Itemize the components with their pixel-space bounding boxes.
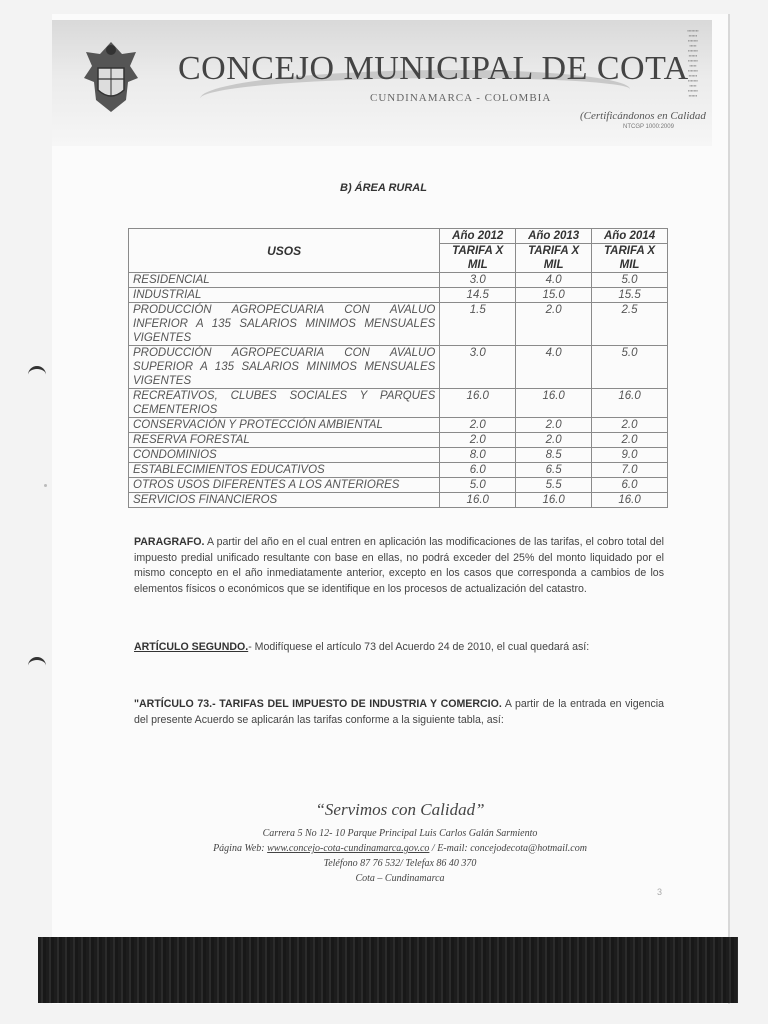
cell-uso: RESIDENCIAL <box>129 273 440 288</box>
certification-text: (Certificándonos en Calidad <box>580 110 706 122</box>
header-usos: USOS <box>129 229 440 273</box>
articulo-73-text: A partir de la entrada en vigencia del presente Acuerdo se aplicarán las tarifas conforme a la siguiente tabla, así: <box>134 698 664 726</box>
header-rate-2013: TARIFA X MIL <box>516 244 592 273</box>
cell-rate-2012: 14.5 <box>440 288 516 303</box>
cell-rate-2013: 2.0 <box>516 418 592 433</box>
cell-uso: INDUSTRIAL <box>129 288 440 303</box>
cell-rate-2014: 2.0 <box>592 433 668 448</box>
certification-code: NTCGP 1000:2009 <box>623 124 674 130</box>
cell-uso: PRODUCCIÓN AGROPECUARIA CON AVALUO INFERIOR A 135 SALARIOS MINIMOS MENSUALES VIGENTES <box>129 303 440 346</box>
cell-rate-2014: 5.0 <box>592 346 668 389</box>
table-row <box>129 273 668 288</box>
footer-email: / E-mail: concejodecota@hotmail.com <box>429 843 587 854</box>
cell-rate-2014: 2.0 <box>592 418 668 433</box>
section-title: B) ÁREA RURAL <box>340 182 427 194</box>
punch-hole <box>28 657 46 670</box>
cell-rate-2014: 16.0 <box>592 389 668 418</box>
cell-rate-2013: 2.0 <box>516 303 592 346</box>
table-row <box>129 493 668 508</box>
certification-seal: ▪▪▪▪▪▪▪▪ ▪▪▪▪▪▪ ▪▪▪▪▪▪▪ ▪▪▪▪▪ ▪▪▪▪▪▪▪ ▪▪▪▪▪▪ ▪▪▪▪▪▪▪ ▪▪▪▪▪ ▪▪▪▪▪▪▪ ▪▪▪▪▪▪ ▪▪▪▪▪▪▪ ▪▪▪▪▪ ▪▪▪▪▪▪▪ ▪▪▪▪▪▪ <box>687 28 699 98</box>
cell-rate-2013: 16.0 <box>516 493 592 508</box>
table-row <box>129 433 668 448</box>
tariff-table <box>128 228 668 508</box>
cell-rate-2013: 4.0 <box>516 346 592 389</box>
cell-rate-2012: 3.0 <box>440 346 516 389</box>
cell-rate-2012: 3.0 <box>440 273 516 288</box>
table-row <box>129 448 668 463</box>
org-subtitle: CUNDINAMARCA - COLOMBIA <box>370 92 552 104</box>
cell-rate-2014: 9.0 <box>592 448 668 463</box>
paragrafo-text: A partir del año en el cual entren en aplicación las modificaciones de las tarifas, el cobro total del impuesto predial unificado resultante con base en ellas, no podrá exceder del 25% del monto liquidado por el mismo concepto en el año inmediatamente anterior, excepto en los casos que corresponda a cambios de los elementos físicos o económicos que se identifique en los procesos de actualización del catastro. <box>134 536 664 595</box>
articulo-73 <box>134 697 664 728</box>
header-year-2012: Año 2012 <box>440 229 516 244</box>
cell-rate-2014: 6.0 <box>592 478 668 493</box>
cell-uso: RECREATIVOS, CLUBES SOCIALES Y PARQUES CEMENTERIOS <box>129 389 440 418</box>
cell-uso: CONSERVACIÓN Y PROTECCIÓN AMBIENTAL <box>129 418 440 433</box>
cell-rate-2013: 5.5 <box>516 478 592 493</box>
cell-rate-2014: 5.0 <box>592 273 668 288</box>
cell-rate-2012: 8.0 <box>440 448 516 463</box>
table-row <box>129 463 668 478</box>
cell-rate-2012: 2.0 <box>440 418 516 433</box>
speck <box>44 484 47 487</box>
cell-rate-2013: 6.5 <box>516 463 592 478</box>
cell-rate-2014: 15.5 <box>592 288 668 303</box>
cell-rate-2013: 15.0 <box>516 288 592 303</box>
footer <box>170 800 630 886</box>
table-row <box>129 389 668 418</box>
header-rate-2014: TARIFA X MIL <box>592 244 668 273</box>
paragrafo <box>134 535 664 597</box>
table-row <box>129 346 668 389</box>
articulo-segundo <box>134 640 664 656</box>
cell-rate-2012: 6.0 <box>440 463 516 478</box>
cell-rate-2012: 5.0 <box>440 478 516 493</box>
header-rate-2012: TARIFA X MIL <box>440 244 516 273</box>
page-number: 3 <box>657 887 663 897</box>
header-year-2014: Año 2014 <box>592 229 668 244</box>
cell-rate-2013: 2.0 <box>516 433 592 448</box>
punch-hole <box>28 366 46 379</box>
articulo-segundo-text: - Modifíquese el artículo 73 del Acuerdo 24 de 2010, el cual quedará así: <box>248 641 590 653</box>
table-row <box>129 478 668 493</box>
table-body <box>129 273 668 508</box>
cell-uso: SERVICIOS FINANCIEROS <box>129 493 440 508</box>
table-row <box>129 303 668 346</box>
footer-contact <box>170 841 630 856</box>
footer-phone: Teléfono 87 76 532/ Telefax 86 40 370 <box>323 858 477 869</box>
cell-uso: PRODUCCIÓN AGROPECUARIA CON AVALUO SUPERIOR A 135 SALARIOS MINIMOS MENSUALES VIGENTES <box>129 346 440 389</box>
cell-rate-2012: 16.0 <box>440 493 516 508</box>
cell-uso: OTROS USOS DIFERENTES A LOS ANTERIORES <box>129 478 440 493</box>
cell-uso: CONDOMINIOS <box>129 448 440 463</box>
footer-web-prefix: Página Web: <box>213 843 268 854</box>
articulo-segundo-label: ARTÍCULO SEGUNDO. <box>134 641 249 653</box>
table-row <box>129 288 668 303</box>
table-row <box>129 418 668 433</box>
cell-rate-2014: 7.0 <box>592 463 668 478</box>
cell-rate-2012: 16.0 <box>440 389 516 418</box>
cell-uso: RESERVA FORESTAL <box>129 433 440 448</box>
cell-rate-2012: 2.0 <box>440 433 516 448</box>
cell-rate-2014: 16.0 <box>592 493 668 508</box>
articulo-73-label: "ARTÍCULO 73.- TARIFAS DEL IMPUESTO DE INDUSTRIA Y COMERCIO. <box>134 698 502 710</box>
website-link[interactable]: www.concejo-cota-cundinamarca.gov.co <box>267 843 430 854</box>
paragrafo-label: PARAGRAFO. <box>134 536 205 548</box>
org-name: CONCEJO MUNICIPAL DE COTA <box>178 50 689 87</box>
cell-rate-2013: 4.0 <box>516 273 592 288</box>
footer-city: Cota – Cundinamarca <box>355 873 445 884</box>
cell-uso: ESTABLECIMIENTOS EDUCATIVOS <box>129 463 440 478</box>
footer-address: Carrera 5 No 12- 10 Parque Principal Luis Carlos Galán Sarmiento <box>262 828 538 839</box>
slogan: “Servimos con Calidad” <box>315 800 485 819</box>
cell-rate-2014: 2.5 <box>592 303 668 346</box>
cell-rate-2013: 16.0 <box>516 389 592 418</box>
cell-rate-2012: 1.5 <box>440 303 516 346</box>
cell-rate-2013: 8.5 <box>516 448 592 463</box>
scan-bottom-band <box>38 937 738 1003</box>
header-year-2013: Año 2013 <box>516 229 592 244</box>
coat-of-arms-logo <box>78 38 144 118</box>
